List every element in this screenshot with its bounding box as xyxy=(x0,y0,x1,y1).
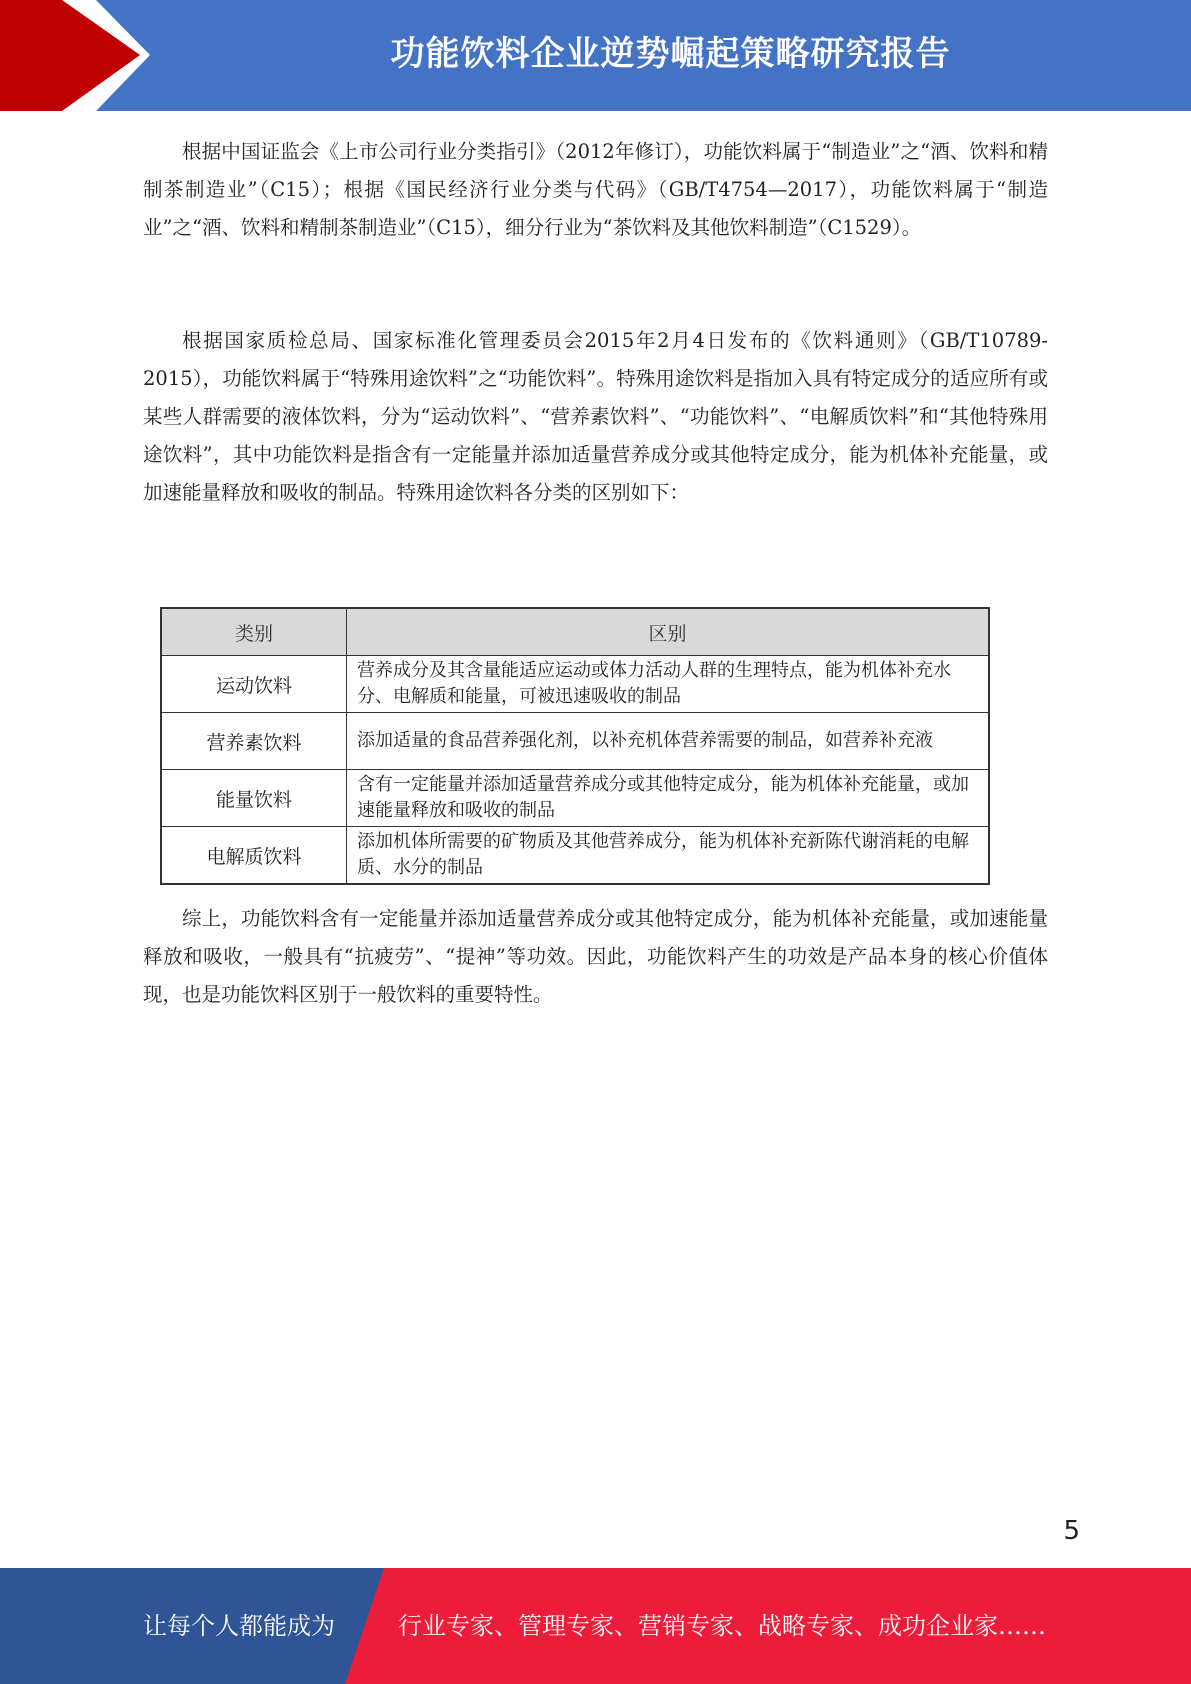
category-cell: 营养素饮料 xyxy=(161,713,347,770)
paragraph-text: 根据中国证监会《上市公司行业分类指引》（2012年修订），功能饮料属于“制造业”之“酒、饮料和精制茶制造业”（C15）；根据《国民经济行业分类与代码》（GB/T4754—2017），功能饮料属于“制造业”之“酒、饮料和精制茶制造业”（C15），细分行业为“茶饮料及其他饮料制造”（C1529）。 xyxy=(143,140,1048,239)
column-header-category: 类别 xyxy=(161,608,347,656)
page-number: 5 xyxy=(1063,1516,1080,1546)
paragraph-text: 综上，功能饮料含有一定能量并添加适量营养成分或其他特定成分，能为机体补充能量，或加速能量释放和吸收，一般具有“抗疲劳”、“提神”等功效。因此，功能饮料产生的功效是产品本身的核心价值体现，也是功能饮料区别于一般饮料的重要特性。 xyxy=(143,907,1048,1006)
table-row xyxy=(161,713,989,770)
description-cell: 营养成分及其含量能适应运动或体力活动人群的生理特点，能为机体补充水分、电解质和能量，可被迅速吸收的制品 xyxy=(347,656,990,713)
page-footer xyxy=(0,1568,1191,1684)
page-header xyxy=(0,0,1191,111)
category-cell: 电解质饮料 xyxy=(161,827,347,885)
paragraph-text: 根据国家质检总局、国家标准化管理委员会2015年2月4日发布的《饮料通则》（GB/T10789-2015），功能饮料属于“特殊用途饮料”之“功能饮料”。特殊用途饮料是指加入具有特定成分的适应所有或某些人群需要的液体饮料，分为“运动饮料”、“营养素饮料”、“功能饮料”、“电解质饮料”和“其他特殊用途饮料”，其中功能饮料是指含有一定能量并添加适量营养成分或其他特定成分，能为机体补充能量，或加速能量释放和吸收的制品。特殊用途饮料各分类的区别如下： xyxy=(143,329,1048,504)
category-cell: 能量饮料 xyxy=(161,770,347,827)
paragraph-summary xyxy=(143,900,1048,1014)
description-cell: 添加适量的食品营养强化剂，以补充机体营养需要的制品，如营养补充液 xyxy=(347,713,990,770)
category-cell: 运动饮料 xyxy=(161,656,347,713)
footer-slogan-right: 行业专家、管理专家、营销专家、战略专家、成功企业家…… xyxy=(398,1612,1046,1640)
paragraph-beverage-standard xyxy=(143,322,1048,512)
table-row xyxy=(161,827,989,885)
paragraph-industry-classification xyxy=(143,133,1048,247)
table-row xyxy=(161,656,989,713)
footer-slogan-left: 让每个人都能成为 xyxy=(143,1612,335,1640)
description-cell: 添加机体所需要的矿物质及其他营养成分，能为机体补充新陈代谢消耗的电解质、水分的制品 xyxy=(347,827,990,885)
table-row xyxy=(161,770,989,827)
beverage-category-table xyxy=(160,607,990,885)
description-cell: 含有一定能量并添加适量营养成分或其他特定成分，能为机体补充能量，或加速能量释放和吸收的制品 xyxy=(347,770,990,827)
report-title: 功能饮料企业逆势崛起策略研究报告 xyxy=(390,34,951,74)
table-header-row xyxy=(161,608,989,656)
column-header-difference: 区别 xyxy=(347,608,990,656)
